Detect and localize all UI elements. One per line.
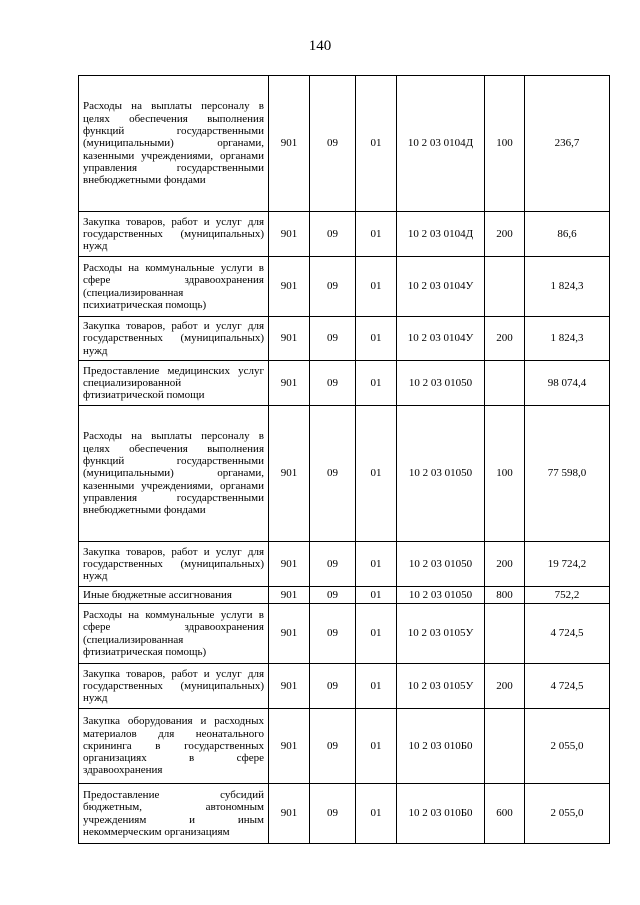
table-row <box>79 542 610 587</box>
table-row <box>79 257 610 317</box>
row-name: Расходы на коммунальные услуги в сфере здравоохранения (специализированная психиатрическая помощь) <box>79 257 269 317</box>
ministry-code: 901 <box>269 542 310 587</box>
section-code: 09 <box>310 212 356 257</box>
target-code: 10 2 03 0104У <box>397 257 485 317</box>
subsection-code: 01 <box>356 709 397 784</box>
page-number: 140 <box>308 38 332 54</box>
row-name: Предоставление субсидий бюджетным, автономным учреждениям и иным некоммерческим организациям <box>79 784 269 844</box>
subsection-code: 01 <box>356 257 397 317</box>
target-code: 10 2 03 01050 <box>397 542 485 587</box>
table-row <box>79 784 610 844</box>
amount: 752,2 <box>525 587 610 604</box>
budget-table <box>78 75 610 844</box>
ministry-code: 901 <box>269 76 310 212</box>
amount: 86,6 <box>525 212 610 257</box>
section-code: 09 <box>310 587 356 604</box>
table-row <box>79 361 610 406</box>
row-name: Иные бюджетные ассигнования <box>79 587 269 604</box>
amount: 1 824,3 <box>525 317 610 361</box>
table-row <box>79 76 610 212</box>
row-name: Расходы на выплаты персоналу в целях обеспечения выполнения функций государственными (муниципальными) органами, казенными учреждениями, органами управления государственными внебюджетными фондами <box>79 76 269 212</box>
subsection-code: 01 <box>356 212 397 257</box>
ministry-code: 901 <box>269 604 310 664</box>
ministry-code: 901 <box>269 709 310 784</box>
expense-type-code: 200 <box>485 542 525 587</box>
section-code: 09 <box>310 604 356 664</box>
expense-type-code: 600 <box>485 784 525 844</box>
target-code: 10 2 03 010Б0 <box>397 709 485 784</box>
subsection-code: 01 <box>356 76 397 212</box>
subsection-code: 01 <box>356 604 397 664</box>
ministry-code: 901 <box>269 257 310 317</box>
section-code: 09 <box>310 709 356 784</box>
row-name: Закупка товаров, работ и услуг для государственных (муниципальных) нужд <box>79 317 269 361</box>
target-code: 10 2 03 0104Д <box>397 212 485 257</box>
amount: 1 824,3 <box>525 257 610 317</box>
table-row <box>79 406 610 542</box>
target-code: 10 2 03 0105У <box>397 604 485 664</box>
subsection-code: 01 <box>356 542 397 587</box>
target-code: 10 2 03 01050 <box>397 361 485 406</box>
table-row <box>79 664 610 709</box>
subsection-code: 01 <box>356 361 397 406</box>
row-name: Расходы на выплаты персоналу в целях обеспечения выполнения функций государственными (муниципальными) органами, казенными учреждениями, органами управления государственными внебюджетными фондами <box>79 406 269 542</box>
ministry-code: 901 <box>269 361 310 406</box>
ministry-code: 901 <box>269 212 310 257</box>
target-code: 10 2 03 01050 <box>397 587 485 604</box>
section-code: 09 <box>310 542 356 587</box>
expense-type-code <box>485 604 525 664</box>
table-row <box>79 587 610 604</box>
amount: 4 724,5 <box>525 604 610 664</box>
row-name: Закупка товаров, работ и услуг для государственных (муниципальных) нужд <box>79 664 269 709</box>
expense-type-code: 200 <box>485 212 525 257</box>
target-code: 10 2 03 0104Д <box>397 76 485 212</box>
table-row <box>79 709 610 784</box>
table-row <box>79 317 610 361</box>
row-name: Закупка товаров, работ и услуг для государственных (муниципальных) нужд <box>79 212 269 257</box>
target-code: 10 2 03 01050 <box>397 406 485 542</box>
expense-type-code: 200 <box>485 664 525 709</box>
ministry-code: 901 <box>269 587 310 604</box>
ministry-code: 901 <box>269 317 310 361</box>
expense-type-code: 800 <box>485 587 525 604</box>
expense-type-code: 200 <box>485 317 525 361</box>
amount: 77 598,0 <box>525 406 610 542</box>
expense-type-code <box>485 257 525 317</box>
subsection-code: 01 <box>356 664 397 709</box>
section-code: 09 <box>310 76 356 212</box>
expense-type-code <box>485 361 525 406</box>
subsection-code: 01 <box>356 317 397 361</box>
expense-type-code <box>485 709 525 784</box>
subsection-code: 01 <box>356 784 397 844</box>
amount: 98 074,4 <box>525 361 610 406</box>
amount: 19 724,2 <box>525 542 610 587</box>
section-code: 09 <box>310 784 356 844</box>
ministry-code: 901 <box>269 664 310 709</box>
amount: 4 724,5 <box>525 664 610 709</box>
section-code: 09 <box>310 361 356 406</box>
target-code: 10 2 03 0104У <box>397 317 485 361</box>
section-code: 09 <box>310 317 356 361</box>
subsection-code: 01 <box>356 587 397 604</box>
table-row <box>79 212 610 257</box>
table-row <box>79 604 610 664</box>
ministry-code: 901 <box>269 406 310 542</box>
row-name: Расходы на коммунальные услуги в сфере здравоохранения (специализированная фтизиатрическая помощь) <box>79 604 269 664</box>
target-code: 10 2 03 0105У <box>397 664 485 709</box>
section-code: 09 <box>310 406 356 542</box>
row-name: Закупка товаров, работ и услуг для государственных (муниципальных) нужд <box>79 542 269 587</box>
amount: 2 055,0 <box>525 709 610 784</box>
expense-type-code: 100 <box>485 76 525 212</box>
target-code: 10 2 03 010Б0 <box>397 784 485 844</box>
row-name: Закупка оборудования и расходных материалов для неонатального скрининга в государственных организациях в сфере здравоохранения <box>79 709 269 784</box>
subsection-code: 01 <box>356 406 397 542</box>
ministry-code: 901 <box>269 784 310 844</box>
section-code: 09 <box>310 257 356 317</box>
amount: 2 055,0 <box>525 784 610 844</box>
expense-type-code: 100 <box>485 406 525 542</box>
amount: 236,7 <box>525 76 610 212</box>
row-name: Предоставление медицинских услуг специализированной фтизиатрической помощи <box>79 361 269 406</box>
section-code: 09 <box>310 664 356 709</box>
